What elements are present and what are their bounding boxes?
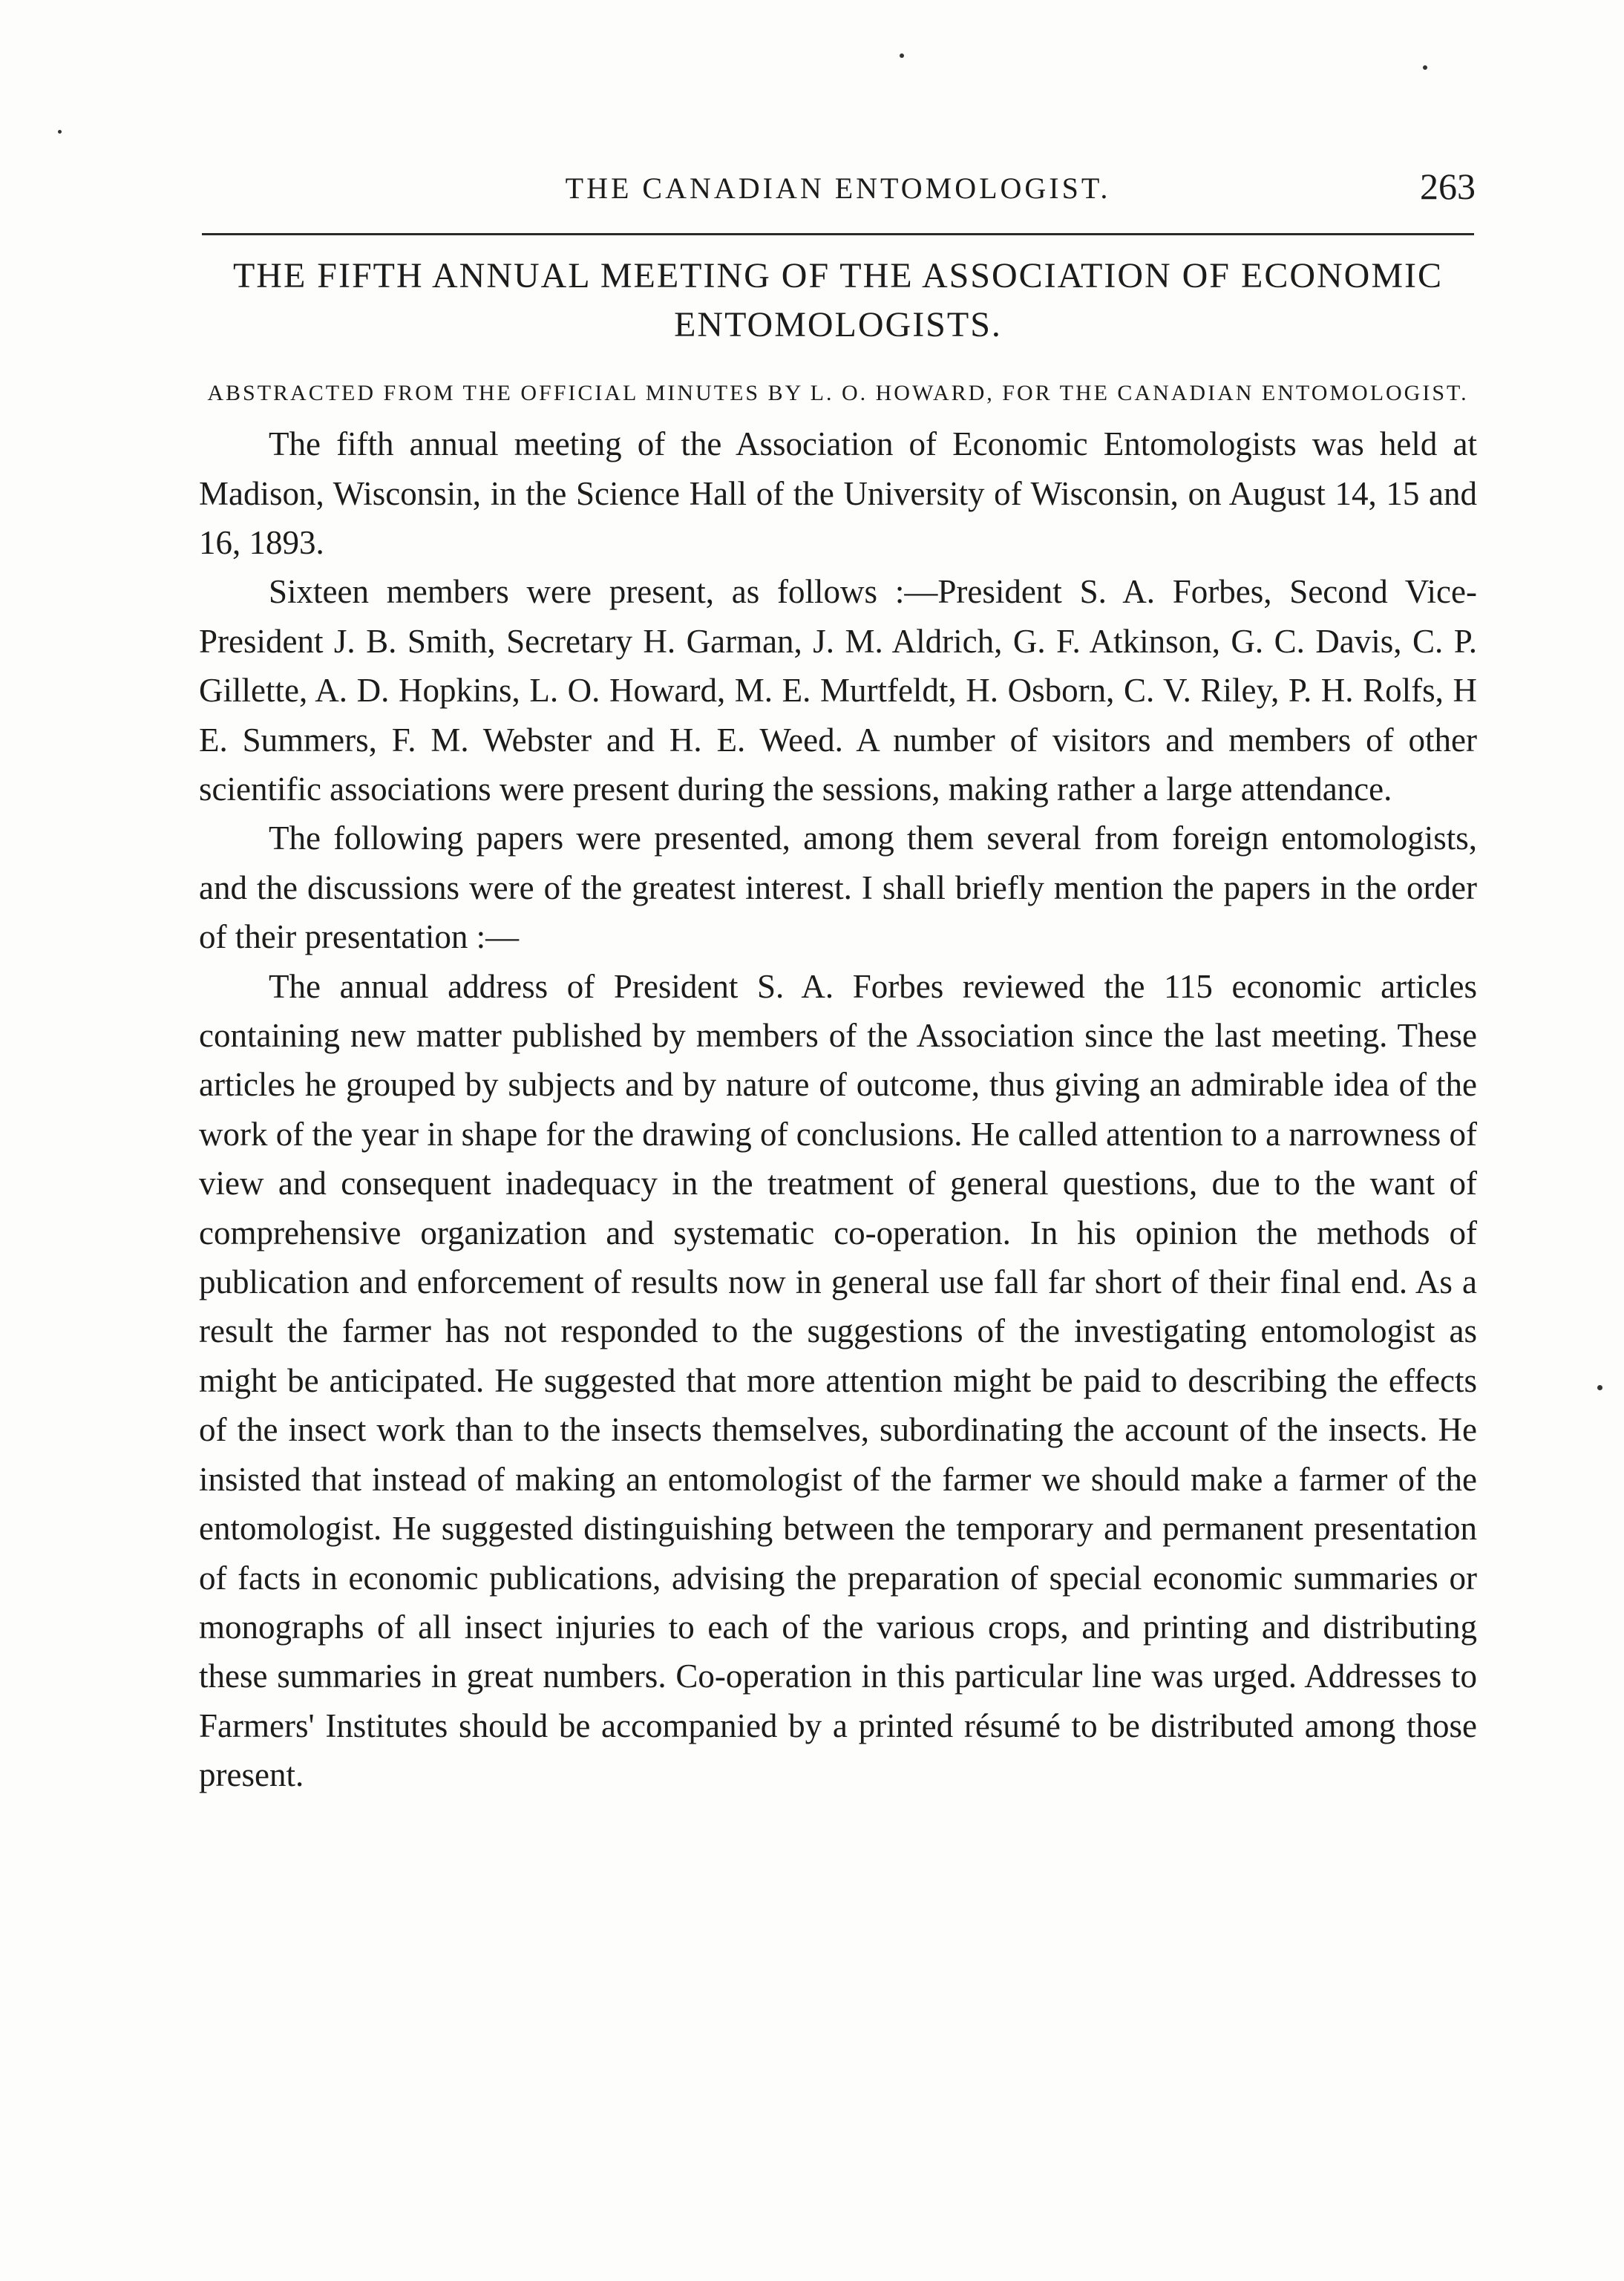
header-rule — [202, 233, 1474, 235]
article-subtitle: ABSTRACTED FROM THE OFFICIAL MINUTES BY L. O. HOWARD, FOR THE CANADIAN ENTOMOLOGIST. — [207, 381, 1469, 406]
paragraph: The following papers were presented, among them several from foreign entomologists, and the discussions were of the greatest interest. I shall briefly mention the papers in the order of their presentation :— — [199, 819, 1477, 956]
speck-mark — [1597, 1385, 1602, 1390]
speck-mark — [900, 53, 904, 58]
article-title: THE FIFTH ANNUAL MEETING OF THE ASSOCIATION OF ECONOMIC ENTOMOLOGISTS. — [232, 256, 1444, 344]
paragraph: Sixteen members were present, as follows :—President S. A. Forbes, Second Vice-President J. B. Smith, Secretary H. Garman, J. M. Aldrich, G. F. Atkinson, G. C. Davis, C. P. Gillette, A. D. Hopkins, L. O. Howard, M. E. Murtfeldt, H. Osborn, C. V. Riley, P. H. Rolfs, H E. Summers, F. M. Webster and H. E. Weed. A number of visitors and members of other scientific associations were present during the sessions, making rather a large attendance. — [199, 573, 1477, 808]
paragraph: The annual address of President S. A. Forbes reviewed the 115 economic articles containing new matter published by members of the Association since the last meeting. These articles he grouped by subjects and by nature of outcome, thus giving an admirable idea of the work of the year in shape for the drawing of conclusions. He called attention to a narrowness of view and consequent inadequacy in the treatment of general questions, due to the want of comprehensive organization and systematic co-operation. In his opinion the methods of publication and enforcement of results now in general use fall far short of their final end. As a result the farmer has not responded to the suggestions of the investigating entomologist as might be anticipated. He suggested that more attention might be paid to describing the effects of the insect work than to the insects themselves, subordinating the account of the insects. He insisted that instead of making an entomologist of the farmer we should make a farmer of the entomologist. He suggested distinguishing between the temporary and permanent presentation of facts in economic publications, advising the preparation of special economic summaries or monographs of all insect injuries to each of the various crops, and printing and distributing these summaries in great numbers. Co-operation in this particular line was urged. Addresses to Farmers' Institutes should be accompanied by a printed résumé to be distributed among those present. — [199, 967, 1477, 1794]
speck-mark — [1423, 65, 1427, 70]
article-body — [199, 419, 1477, 1799]
page-number: 263 — [1420, 166, 1476, 207]
running-head — [199, 166, 1477, 223]
page — [199, 166, 1477, 1800]
paragraph: The fifth annual meeting of the Association of Economic Entomologists was held at Madison, Wisconsin, in the Science Hall of the University of Wisconsin, on August 14, 15 and 16, 1893. — [199, 425, 1477, 561]
journal-title: THE CANADIAN ENTOMOLOGIST. — [565, 171, 1111, 205]
speck-mark — [58, 130, 62, 134]
